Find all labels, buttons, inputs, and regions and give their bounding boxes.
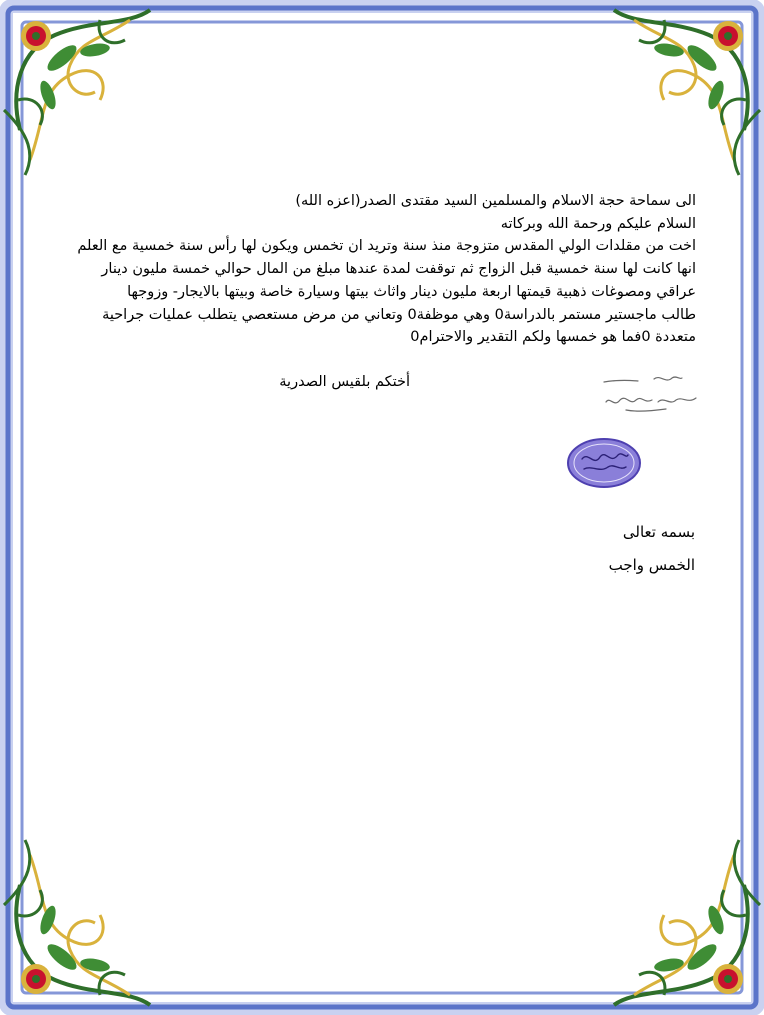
seal-stamp xyxy=(566,437,642,489)
sign-off: أختكم بلقيس الصدرية xyxy=(279,374,410,390)
body-line: اخت من مقلدات الولي المقدس متزوجة منذ سنة وتريد ان تخمس ويكون لها رأس سنة خمسية مع العلم xyxy=(77,238,696,255)
reply-answer: الخمس واجب xyxy=(608,556,695,574)
body-line: طالب ماجستير مستمر بالدراسة0 وهي موظفة0 وتعاني من مرض مستعصي يتطلب عمليات جراحية xyxy=(102,306,696,323)
reply-heading: بسمه تعالى xyxy=(622,523,695,541)
handwritten-signature xyxy=(596,370,706,420)
body-line: انها كانت لها سنة خمسية قبل الزواج ثم توقفت لمدة عندها مبلغ من المال حوالي خمسة مليون دينار xyxy=(101,261,696,278)
body-line: عراقي ومصوغات ذهبية قيمتها اربعة مليون دينار واثاث بيتها وسيارة خاصة وبيتها بالايجار- وزوجها xyxy=(127,283,696,300)
body-line: متعددة 0فما هو خمسها ولكم التقدير والاحترام0 xyxy=(410,329,696,346)
letter-body xyxy=(68,190,696,349)
salutation-line: الى سماحة حجة الاسلام والمسلمين السيد مقتدى الصدر(اعزه الله) xyxy=(295,193,696,209)
greeting-line: السلام عليكم ورحمة الله وبركاته xyxy=(500,215,696,232)
